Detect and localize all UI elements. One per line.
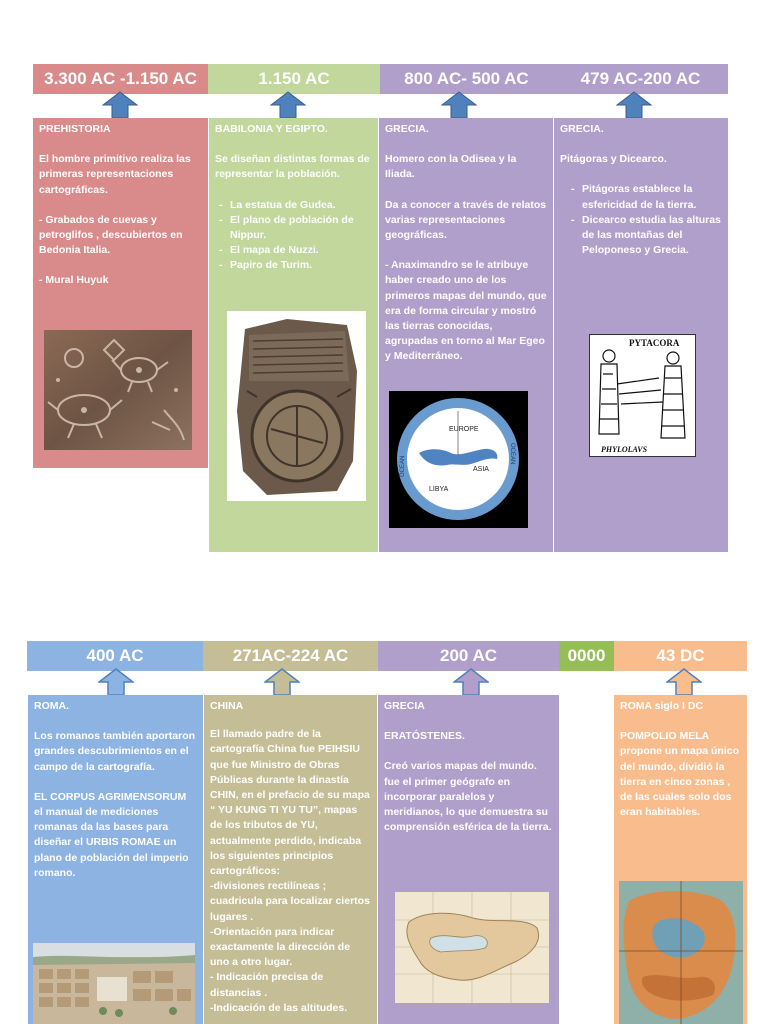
anaximander-map-image: [389, 391, 528, 528]
panel-text: - Anaximandro se le atribuye haber creado uno de los primeros mapas del mundo, que era de forma circular y mostró las tierras conocidas, agrupadas en torno al Mar Egeo y Mediterráneo.: [385, 259, 547, 363]
mela-map-image: [619, 881, 743, 1024]
panel-title: BABILONIA Y EGIPTO.: [215, 123, 328, 135]
panel-text: Pitágoras y Dicearco.: [560, 153, 667, 166]
panel-text: Da a conocer a través de relatos varias representaciones geográficas.: [385, 198, 547, 242]
list-item: - El plano de población de Nippur.: [230, 213, 372, 243]
map-label-asia: ASIA: [473, 466, 489, 473]
map-label-ocean: OCEAN: [509, 443, 515, 465]
woodcut-label: PHYLOLAVS: [601, 445, 648, 454]
list-item: - La estatua de Gudea.: [230, 198, 372, 213]
up-arrow-icon: [264, 668, 300, 696]
panel-text: Creó varios mapas del mundo. fue el primer geógrafo en incorporar paralelos y meridianos, lo que demuestra su comprensión esférica de la tierra.: [384, 760, 552, 834]
header-period-4: 479 AC-200 AC: [553, 64, 728, 94]
panel-line: -Indicación de las altitudes.: [210, 1001, 348, 1014]
panel-text: - Mural Huyuk: [39, 274, 109, 287]
woodcut-label: PYTACORA: [629, 338, 680, 348]
panel-list: [215, 198, 372, 274]
panel-text: ERATÓSTENES.: [384, 730, 465, 743]
list-item: - El mapa de Nuzzi.: [230, 243, 372, 258]
up-arrow-icon: [666, 668, 702, 696]
panel-line: -divisiones rectilíneas ; cuadricula para localizar ciertos lugares .: [210, 880, 370, 923]
babylonian-tablet-image: [227, 311, 366, 501]
header-period-3: 800 AC- 500 AC: [380, 64, 553, 94]
up-arrow-icon: [98, 668, 134, 696]
eratosthenes-map-image: [395, 892, 549, 1003]
panel-line: - Indicación precisa de distancias .: [210, 971, 324, 999]
panel-text: El llamado padre de la cartografía China fue PEIHSIU que fue Ministro de Obras Públicas durante la dinastía CHIN, en el prefacio de su mapa “ YU KUNG TI YU TU”, mapas de los tributos de YU, actualmente perdido, indicaba los siguientes principios cartográficos:: [210, 728, 370, 878]
up-arrow-icon: [270, 91, 306, 119]
panel-title: GRECIA.: [560, 123, 604, 135]
roman-city-image: [33, 943, 195, 1024]
panel-title: ROMA siglo I DC: [620, 700, 704, 712]
up-arrow-icon: [102, 91, 138, 119]
panel-text: Homero con la Odisea y la Iliada.: [385, 153, 517, 181]
list-item: - Pitágoras establece la esfericidad de la tierra.: [582, 182, 722, 212]
petroglyph-image: [44, 330, 192, 450]
panel-text: Se diseñan distintas formas de representar la población.: [215, 153, 370, 181]
header-period-2: 1.150 AC: [208, 64, 380, 94]
map-label-libya: LIBYA: [429, 486, 449, 493]
up-arrow-icon: [441, 91, 477, 119]
list-item: - Papiro de Turim.: [230, 258, 372, 273]
panel-title: CHINA: [210, 700, 244, 712]
panel-text: Los romanos también aportaron grandes descubrimientos en el campo de la cartografía.: [34, 730, 196, 773]
header-period-1: 3.300 AC -1.150 AC: [33, 64, 208, 94]
pythagoras-woodcut-image: [589, 334, 696, 457]
panel-text: El hombre primitivo realiza las primeras representaciones cartográficas.: [39, 153, 191, 196]
header-period-8: 0000: [559, 641, 614, 671]
panel-text: EL CORPUS AGRIMENSORUM el manual de mediciones romanas da las bases para diseñar el URBIS ROMAE un plano de población del imperio romano.: [34, 790, 189, 879]
map-label-ocean: OCEAN: [400, 455, 406, 477]
china-panel: [204, 695, 377, 1024]
panel-title: ROMA.: [34, 700, 69, 712]
up-arrow-icon: [453, 668, 489, 696]
panel-text: POMPOLIO MELA propone un mapa único del mundo, dividió la tierra en cinco zonas , de las cuales solo dos eran habitables.: [620, 730, 740, 819]
up-arrow-icon: [616, 91, 652, 119]
panel-title: PREHISTORIA: [39, 123, 111, 135]
header-period-9: 43 DC: [614, 641, 747, 671]
header-period-6: 271AC-224 AC: [203, 641, 378, 671]
panel-list: [560, 182, 722, 258]
list-item: - Dicearco estudia las alturas de las montañas del Peloponeso y Grecia.: [582, 213, 722, 259]
panel-title: GRECIA.: [385, 123, 429, 135]
header-period-5: 400 AC: [27, 641, 203, 671]
map-label-europe: EUROPE: [449, 426, 479, 433]
panel-title: GRECIA: [384, 700, 425, 712]
panel-line: -Orientación para indicar exactamente la dirección de uno a otro lugar.: [210, 925, 351, 969]
header-period-7: 200 AC: [378, 641, 559, 671]
panel-text: - Grabados de cuevas y petroglifos , descubiertos en Bedonia Italia.: [39, 213, 183, 257]
